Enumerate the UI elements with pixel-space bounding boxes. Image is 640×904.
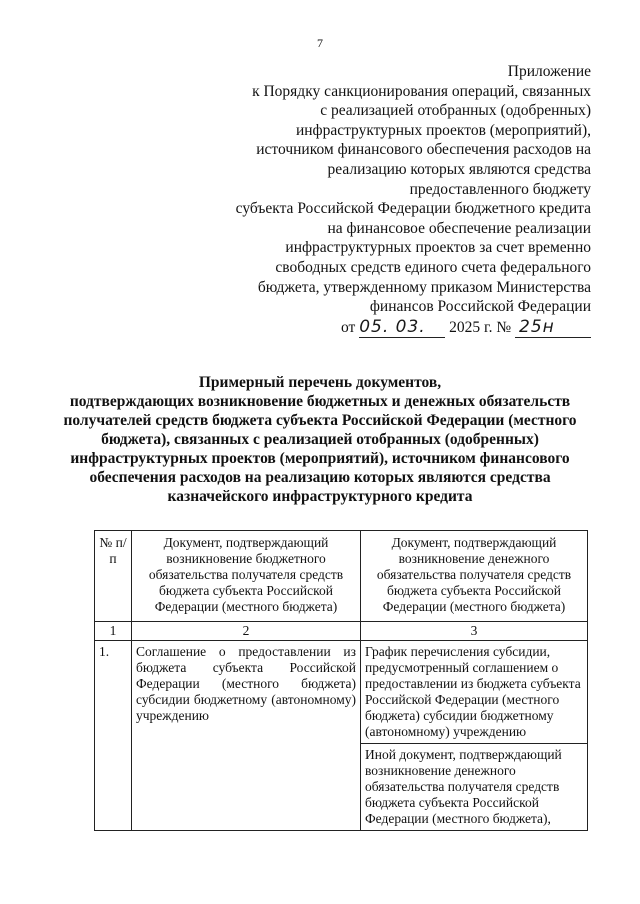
table-row xyxy=(95,641,588,831)
handwritten-date: 05. 03. xyxy=(359,318,445,339)
appendix-line: реализацию которых являются средства xyxy=(327,160,591,178)
column-number: 2 xyxy=(132,622,361,641)
title-line: получателей средств бюджета субъекта Российской Федерации (местного xyxy=(63,412,577,429)
appendix-block xyxy=(191,62,591,338)
order-date-line xyxy=(191,318,591,339)
title-line: казначейского инфраструктурного кредита xyxy=(167,488,473,505)
appendix-line: финансов Российской Федерации xyxy=(369,298,591,316)
row-number: 1. xyxy=(95,641,132,831)
appendix-line: субъекта Российской Федерации бюджетного кредита xyxy=(235,200,591,218)
money-doc-cell xyxy=(361,641,588,831)
appendix-line: Приложение xyxy=(507,63,591,80)
appendix-line: бюджета, утвержденному приказом Министерства xyxy=(257,278,591,296)
title-line: обеспечения расходов на реализацию которых являются средства xyxy=(89,469,551,486)
appendix-line: источником финансового обеспечения расходов на xyxy=(256,141,591,159)
title-line: бюджета), связанных с реализацией отобранных (одобренных) xyxy=(101,431,539,448)
appendix-line: к Порядку санкционирования операций, связанных xyxy=(252,82,591,100)
page-number: 7 xyxy=(317,36,323,50)
year-number-label: 2025 г. № xyxy=(449,318,512,336)
header-money-doc: Документ, подтверждающий возникновение денежного обязательства получателя средств бюджета субъекта Российской Федерации (местного бюджета) xyxy=(361,531,588,622)
title-line: подтверждающих возникновение бюджетных и денежных обязательств xyxy=(69,393,571,410)
title-line: инфраструктурных проектов (мероприятий), источником финансового xyxy=(70,450,570,467)
column-number: 3 xyxy=(361,622,588,641)
budget-doc-cell: Соглашение о предоставлении из бюджета субъекта Российской Федерации (местного бюджета) субсидии бюджетному (автономному) учреждению xyxy=(132,641,361,831)
money-doc-item: Иной документ, подтверждающий возникновение денежного обязательства получателя средств бюджета субъекта Российской Федерации (местного бюджета), xyxy=(361,743,587,827)
table-header-row xyxy=(95,531,588,622)
appendix-line: с реализацией отобранных (одобренных) xyxy=(320,102,591,120)
header-number: № п/п xyxy=(95,531,132,622)
appendix-line: предоставленного бюджету xyxy=(409,180,591,198)
handwritten-number: 25н xyxy=(515,318,591,339)
appendix-line: свободных средств единого счета федерального xyxy=(275,258,591,276)
header-budget-doc: Документ, подтверждающий возникновение бюджетного обязательства получателя средств бюджета субъекта Российской Федерации (местного бюджета) xyxy=(132,531,361,622)
money-doc-item: График перечисления субсидии, предусмотренный соглашением о предоставлении из бюджета субъекта Российской Федерации (местного бюджета) субсидии бюджетному (автономному) учреждению xyxy=(365,644,581,739)
appendix-line: на финансовое обеспечение реализации xyxy=(327,219,591,237)
from-label: от xyxy=(341,318,356,336)
documents-table xyxy=(94,530,588,831)
appendix-line: инфраструктурных проектов (мероприятий), xyxy=(295,121,591,139)
title-line: Примерный перечень документов, xyxy=(198,374,442,391)
document-title xyxy=(50,373,590,506)
column-number: 1 xyxy=(95,622,132,641)
appendix-line: инфраструктурных проектов за счет временно xyxy=(285,239,591,257)
column-number-row xyxy=(95,622,588,641)
